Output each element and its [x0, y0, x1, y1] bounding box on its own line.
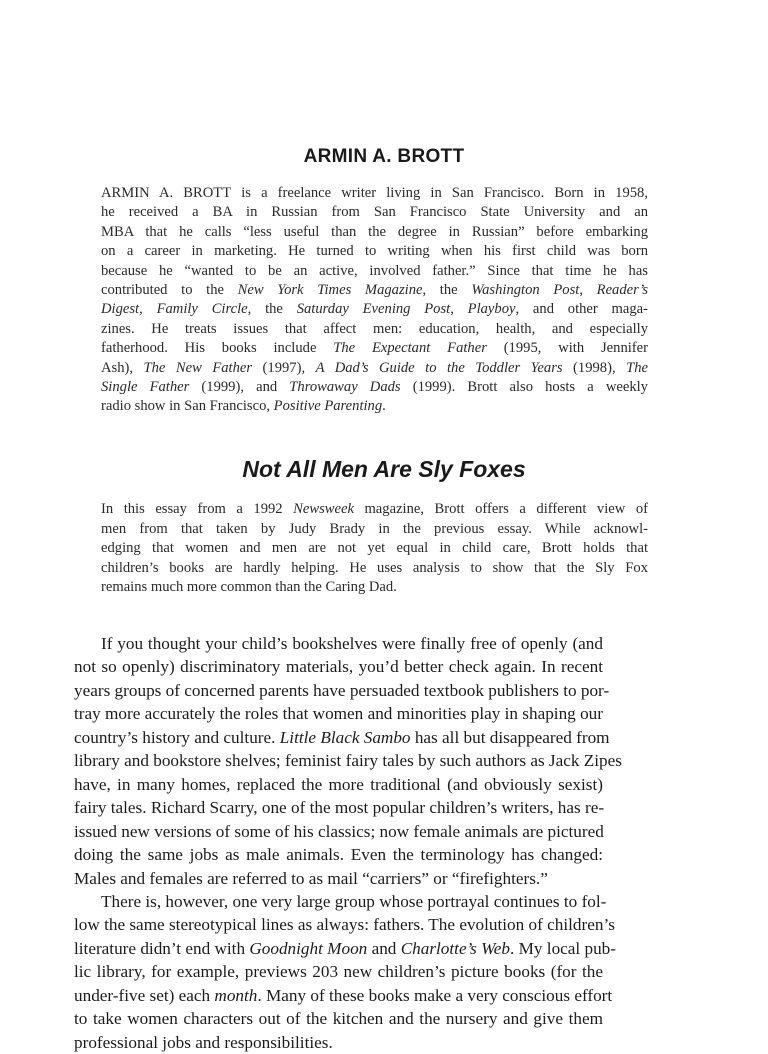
bio-line: contributed to the New York Times Magazine, the Washington Post, Reader’s — [101, 282, 648, 299]
bio-line: on a career in marketing. He turned to writing when his first child was born — [101, 243, 648, 260]
body-line: professional jobs and responsibilities. — [74, 1032, 333, 1052]
intro-line: In this essay from a 1992 Newsweek magazine, Brott offers a different view of — [101, 501, 648, 517]
intro-line: remains much more common than the Caring Dad. — [101, 579, 397, 596]
bio-line: Single Father (1999), and Throwaway Dads (1999). Brott also hosts a weekly — [101, 379, 648, 396]
bio-line: ARMIN A. BROTT is a freelance writer living in San Francisco. Born in 1958, — [101, 185, 648, 201]
bio-line: MBA that he calls “less useful than the degree in Russian” before embarking — [101, 223, 648, 240]
body-line: fairy tales. Richard Scarry, one of the most popular children’s writers, has re- — [74, 798, 605, 818]
body-line: country’s history and culture. Little Black Sambo has all but disappeared from — [74, 727, 610, 747]
essay-title: Not All Men Are Sly Foxes — [242, 456, 526, 482]
body-line: library and bookstore shelves; feminist fairy tales by such authors as Jack Zipes — [74, 751, 622, 771]
body-line: have, in many homes, replaced the more traditional (and obviously sexist) — [74, 774, 603, 794]
bio-line: he received a BA in Russian from San Francisco State University and an — [101, 204, 648, 221]
body-line: Males and females are referred to as mail “carriers” or “firefighters.” — [74, 868, 548, 888]
body-line: not so openly) discriminatory materials, you’d better check again. In recent — [74, 657, 603, 677]
bio-line: Digest, Family Circle, the Saturday Evening Post, Playboy, and other maga- — [101, 301, 649, 318]
author-name-smallcaps: ARMIN A. BROTT — [101, 185, 232, 201]
body-line: to take women characters out of the kitchen and the nursery and give them — [74, 1009, 603, 1029]
author-heading: ARMIN A. BROTT — [303, 146, 465, 167]
essay-intro — [101, 500, 648, 598]
bio-line: because he “wanted to be an active, involved father.” Since that time he has — [101, 262, 648, 279]
intro-line: children’s books are hardly helping. He uses analysis to show that the Sly Fox — [101, 559, 648, 576]
body-line: If you thought your child’s bookshelves were finally free of openly (and — [101, 634, 603, 653]
intro-line: edging that women and men are not yet equal in child care, Brott holds that — [101, 540, 648, 557]
essay-body — [74, 632, 622, 1054]
bio-line: fatherhood. His books include The Expectant Father (1995, with Jennifer — [101, 340, 648, 357]
intro-line: men from that taken by Judy Brady in the previous essay. While acknowl- — [101, 520, 648, 537]
body-line: lic library, for example, previews 203 new children’s picture books (for the — [74, 962, 603, 982]
body-line: doing the same jobs as male animals. Even the terminology has changed: — [74, 845, 603, 865]
bio-line: radio show in San Francisco, Positive Parenting. — [101, 398, 386, 415]
bio-line: zines. He treats issues that affect men: education, health, and especially — [101, 320, 648, 337]
body-line: issued new versions of some of his classics; now female animals are pictured — [74, 821, 604, 841]
author-bio — [101, 184, 648, 417]
body-line: There is, however, one very large group whose portrayal continues to fol- — [101, 891, 607, 911]
body-line: tray more accurately the roles that women and minorities play in shaping our — [74, 704, 603, 724]
body-line: low the same stereotypical lines as always: fathers. The evolution of children’s — [74, 915, 615, 935]
body-line: literature didn’t end with Goodnight Moon and Charlotte’s Web. My local pub- — [74, 938, 617, 958]
body-line: under-five set) each month. Many of these books make a very conscious effort — [74, 985, 613, 1005]
bio-line: Ash), The New Father (1997), A Dad’s Guide to the Toddler Years (1998), The — [101, 359, 648, 376]
body-line: years groups of concerned parents have persuaded textbook publishers to por- — [74, 680, 610, 700]
